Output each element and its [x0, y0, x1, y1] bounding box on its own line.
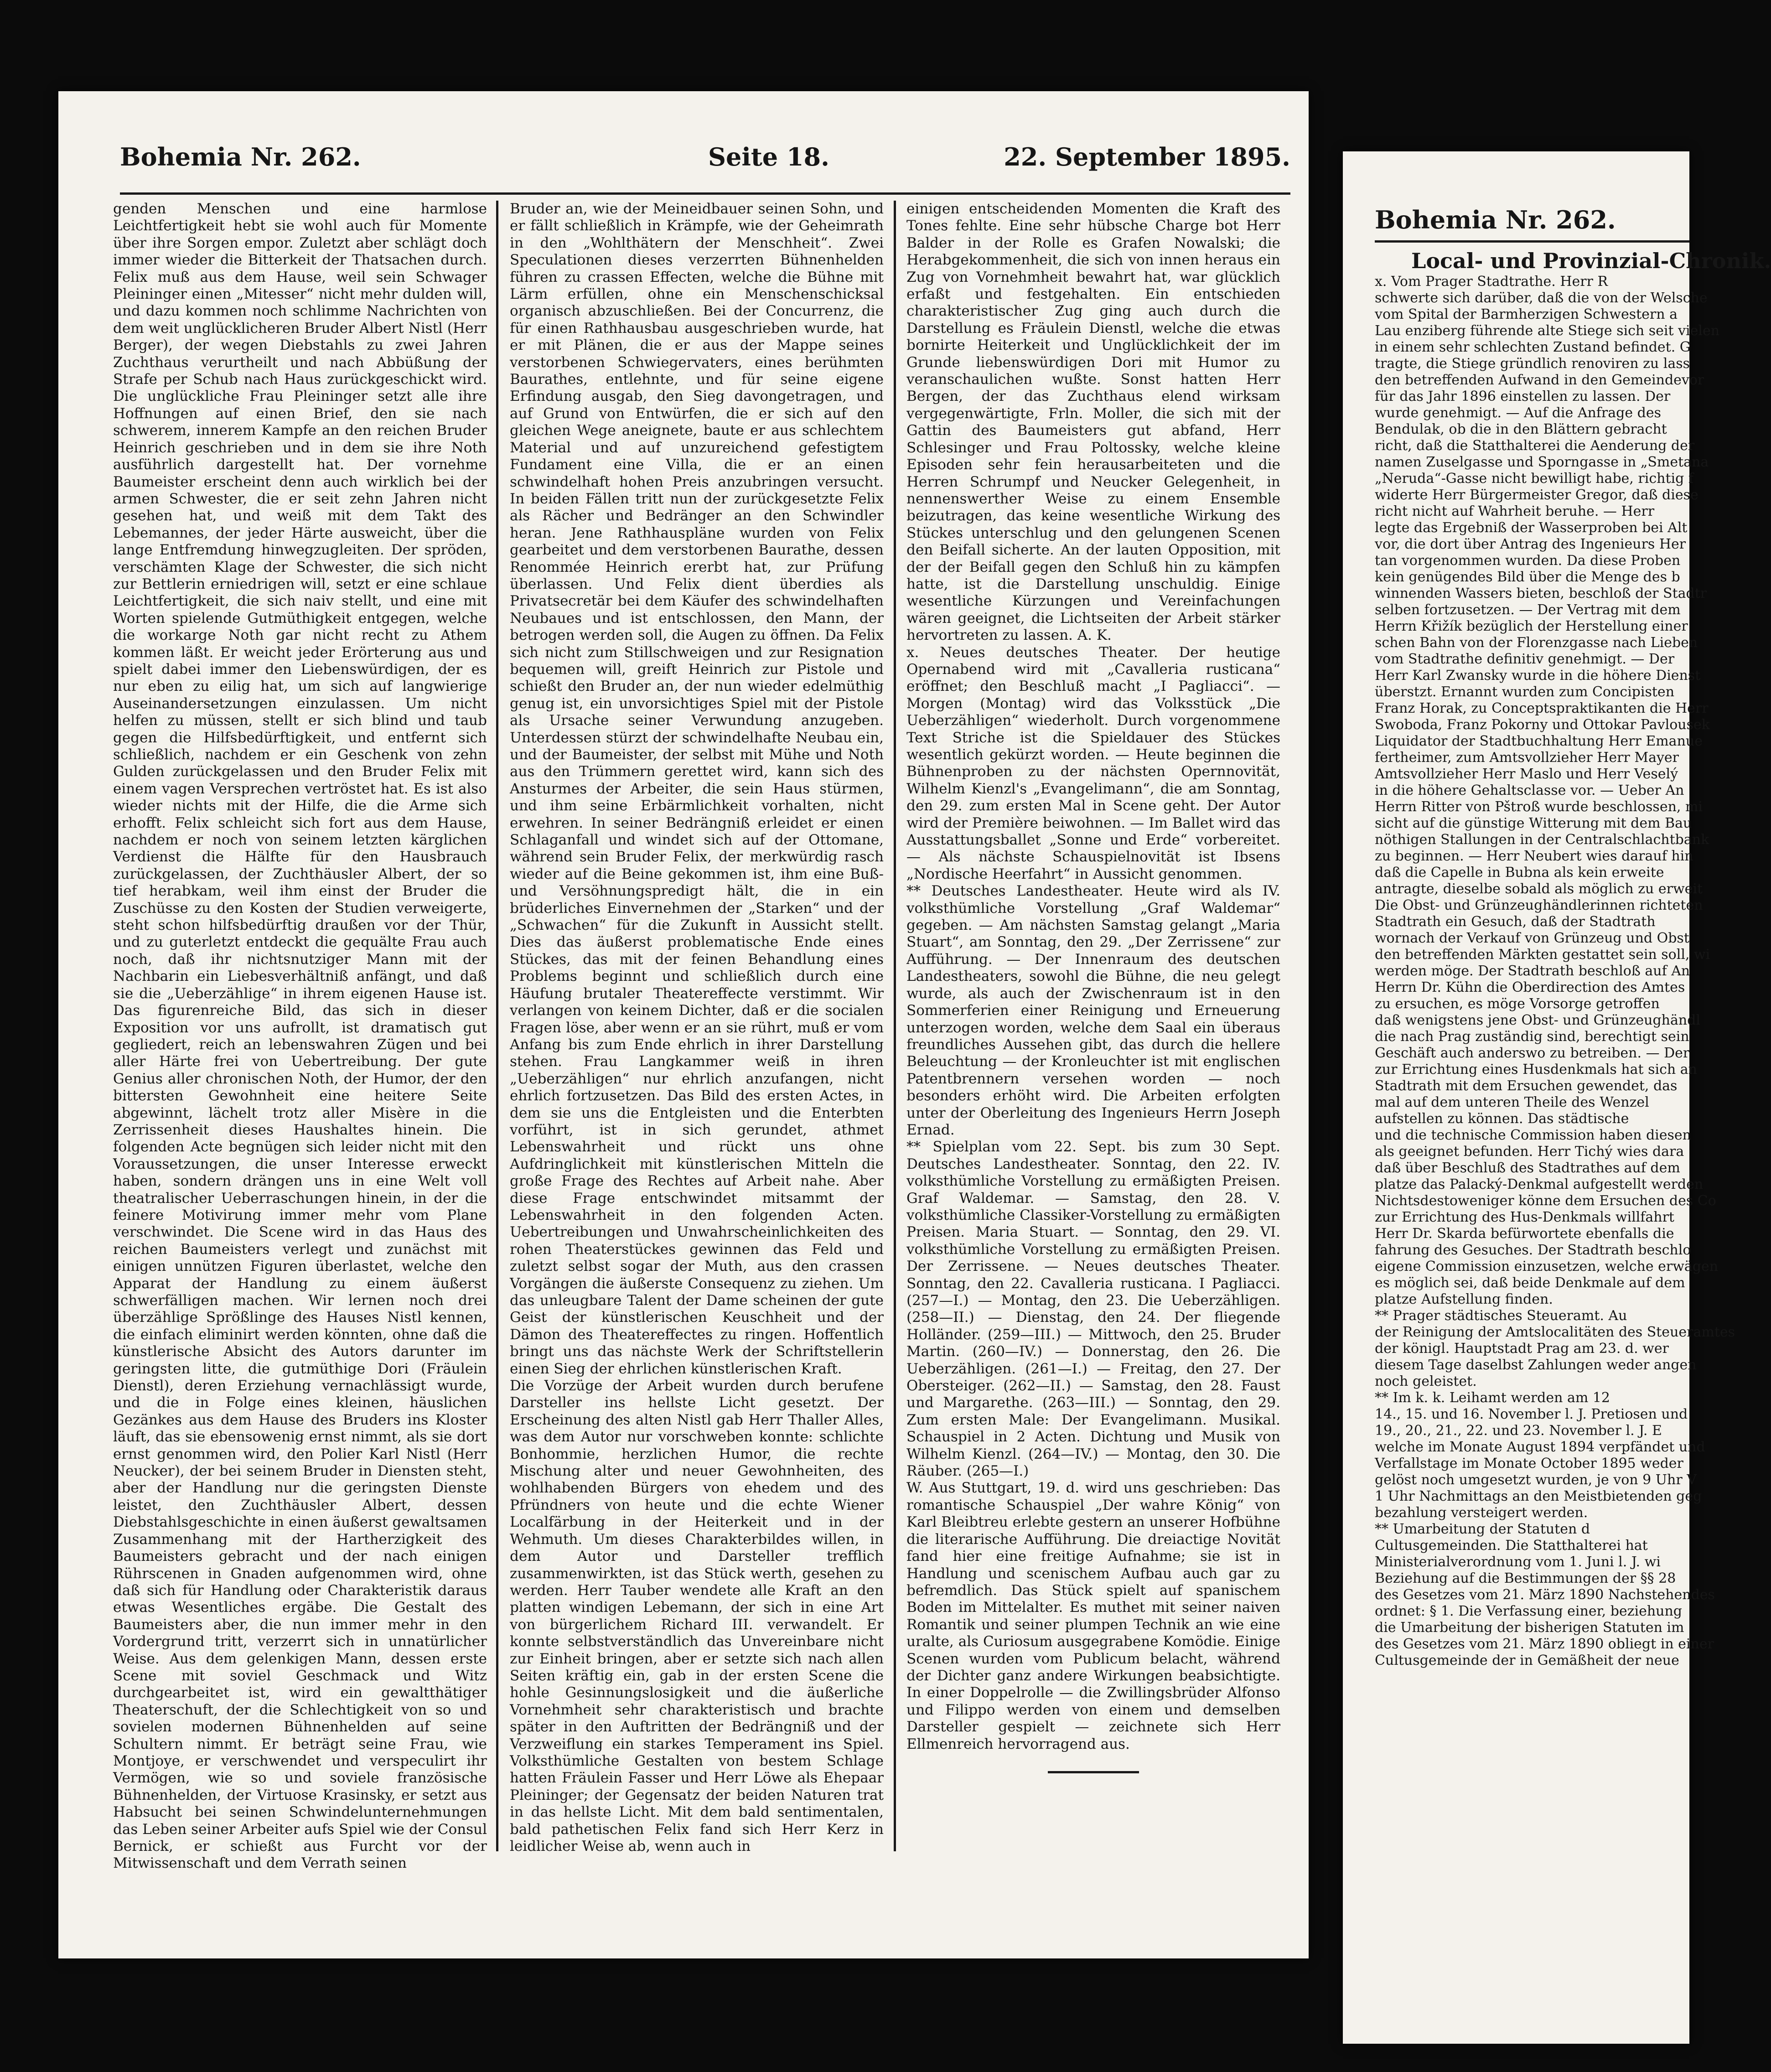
- chronicle-line: Herr Karl Zwansky wurde in die höhere Dienst: [1375, 668, 1701, 684]
- chronicle-line: als geeignet befunden. Herr Tichý wies dara: [1375, 1144, 1684, 1160]
- chronicle-line: zur Errichtung eines Husdenkmals hat sich an: [1375, 1062, 1697, 1077]
- chronicle-line: überstzt. Ernannt wurden zum Concipisten: [1375, 684, 1675, 700]
- chronicle-line: gelöst noch umgesetzt wurden, je von 9 Uhr V: [1375, 1472, 1697, 1488]
- chronicle-line: ** Prager städtisches Steueramt. Au: [1375, 1308, 1627, 1324]
- paper-title: Bohemia Nr. 262.: [120, 142, 361, 171]
- chronicle-line: zur Errichtung des Hus-Denkmals willfahrt: [1375, 1209, 1674, 1225]
- chronicle-line: den betreffenden Aufwand in den Gemeindevor: [1375, 372, 1704, 388]
- header-rule: [1375, 240, 1689, 243]
- chronicle-line: schen Bahn von der Florenzgasse nach Lieben: [1375, 635, 1698, 651]
- chronicle-line: Cultusgemeinden. Die Statthalterei hat: [1375, 1538, 1648, 1554]
- chronicle-line: richt nicht auf Wahrheit beruhe. — Herr: [1375, 503, 1655, 519]
- chronicle-line: wurde genehmigt. — Auf die Anfrage des: [1375, 405, 1661, 421]
- chronicle-line: sicht auf die günstige Witterung mit dem Bau: [1375, 815, 1692, 831]
- news-item-stuttgart: W. Aus Stuttgart, 19. d. wird uns geschrieben: Das romantische Schauspiel „Der wahre König“ von Karl Bleibtreu erlebte gestern an unserer Hofbühne die literarische Aufführung. Die dreiactige Novität fand hier eine freitige Aufnahme; sie ist in Handlung und scenischem Aufbau auch gar zu befremdlich. Das Stück spielt auf spanischem Boden im Mittelalter. Es muthet mit seiner naiven Romantik und seiner plumpen Technik an wie eine uralte, als Curiosum ausgegrabene Komödie. Einige Scenen wurden vom Publicum belacht, während der Dichter ganz andere Wirkungen beabsichtigte. In einer Doppelrolle — die Zwillingsbrüder Alfonso und Filippo werden von einem und demselben Darsteller gespielt — zeichnete sich Herr Ellmenreich hervorragend aus.: [906, 1480, 1280, 1752]
- chronicle-line: des Gesetzes vom 21. März 1890 obliegt in einer: [1375, 1636, 1714, 1652]
- chronicle-line: selben fortzusetzen. — Der Vertrag mit dem: [1375, 602, 1681, 618]
- text-column-1: [113, 201, 487, 1872]
- chronicle-line: kein genügendes Bild über die Menge des b: [1375, 569, 1680, 585]
- chronicle-line: Verfallstage im Monate October 1895 weder: [1375, 1456, 1683, 1471]
- chronicle-line: ** Umarbeitung der Statuten d: [1375, 1521, 1590, 1537]
- chronicle-line: eigene Commission einzusetzen, welche erwägen: [1375, 1259, 1719, 1274]
- chronicle-line: den betreffenden Märkten gestattet sein soll, wi: [1375, 947, 1710, 963]
- chronicle-line: Swoboda, Franz Pokorny und Ottokar Pavlousek: [1375, 717, 1710, 733]
- chronicle-line: widerte Herr Bürgermeister Gregor, daß diese: [1375, 487, 1699, 503]
- text-column-3: [906, 201, 1280, 1851]
- chronicle-line: vor, die dort über Antrag des Ingenieurs Her: [1375, 536, 1686, 552]
- chronicle-line: Nichtsdestoweniger könne dem Ersuchen des Co: [1375, 1193, 1716, 1209]
- chronicle-line: daß über Beschluß des Stadtrathes auf dem: [1375, 1160, 1680, 1176]
- issue-date: 22. September 1895.: [1004, 142, 1290, 171]
- chronicle-line: 19., 20., 21., 22. und 23. November l. J. E: [1375, 1423, 1662, 1439]
- chronicle-line: zu beginnen. — Herr Neubert wies darauf hin: [1375, 848, 1693, 864]
- chronicle-line: Lau enziberg führende alte Stiege sich seit vielen: [1375, 323, 1720, 339]
- chronicle-line: tan vorgenommen wurden. Da diese Proben: [1375, 553, 1681, 569]
- chronicle-line: Ministerialverordnung vom 1. Juni l. J. wi: [1375, 1554, 1661, 1570]
- chronicle-line: Beziehung auf die Bestimmungen der §§ 28: [1375, 1570, 1676, 1586]
- chronicle-line: platze das Palacký-Denkmal aufgestellt werden: [1375, 1176, 1704, 1192]
- chronicle-line: der Reinigung der Amtslocalitäten des Steueramtes: [1375, 1324, 1735, 1340]
- chronicle-line: Geschäft auch anderswo zu betreiben. — Der: [1375, 1045, 1690, 1061]
- chronicle-line: mal auf dem unteren Theile des Wenzel: [1375, 1094, 1649, 1110]
- paper-title: Bohemia Nr. 262.: [1375, 205, 1616, 234]
- column-3-paragraph-1: einigen entscheidenden Momenten die Kraft des Tones fehlte. Eine sehr hübsche Charge bot Herr Balder in der Rolle es Grafen Nowalski; die Herabgekommenheit, die sich von innen heraus ein Zug von Vornehmheit bewahrt hat, war glücklich erfaßt und festgehalten. Ein entschieden charakteristischer Zug ging auch durch die Darstellung es Fräulein Dienstl, welche die etwas bornirte Heiterkeit und Unglücklichkeit der im Grunde liebenswürdigen Dori mit Humor zu veranschaulichen wußte. Sonst hatten Herr Bergen, der das Zuchthaus elend wirksam vergegenwärtigte, Frln. Moller, die sich mit der Gattin des Baumeisters gut abfand, Herr Schlesinger und Frau Poltossky, welche kleine Episoden sehr fein herausarbeiteten und die Herren Schrumpf und Neucker Gelegenheit, in nennenswerther Weise zu einem Ensemble beizutragen, das keine wesentliche Wirkung des Stückes unterschlug und den gelungenen Scenen den Beifall sicherte. An der lauten Opposition, mit der der Beifall gegen den Schluß hin zu kämpfen hatte, ist die Darstellung unschuldig. Einige wesentliche Kürzungen und Vereinfachungen wären geeignet, die Lichtseiten der Arbeit stärker hervortreten zu lassen. A. K.: [906, 201, 1280, 644]
- chronicle-line: des Gesetzes vom 21. März 1890 Nachstehendes: [1375, 1587, 1715, 1603]
- chronicle-line: bezahlung versteigert werden.: [1375, 1505, 1588, 1521]
- chronicle-line: Herrn Křižík bezüglich der Herstellung einer: [1375, 618, 1688, 634]
- chronicle-line: nöthigen Stallungen in der Centralschlachtbank: [1375, 832, 1709, 848]
- chronicle-line: schwerte sich darüber, daß die von der Welsche: [1375, 290, 1708, 306]
- chronicle-line: zu ersuchen, es möge Vorsorge getroffen: [1375, 996, 1660, 1012]
- newspaper-page-left: [58, 91, 1309, 1958]
- chronicle-line: es möglich sei, daß beide Denkmale auf dem: [1375, 1275, 1685, 1291]
- chronicle-line: namen Zuselgasse und Sporngasse in „Smetana: [1375, 454, 1709, 470]
- header-rule: [120, 192, 1290, 195]
- chronicle-line: legte das Ergebniß der Wasserproben bei Alt: [1375, 520, 1688, 536]
- chronicle-line: fahrung des Gesuches. Der Stadtrath beschlo: [1375, 1242, 1691, 1258]
- chronicle-line: Bendulak, ob die in den Blättern gebracht: [1375, 421, 1667, 437]
- chronicle-line: platze Aufstellung finden.: [1375, 1291, 1553, 1307]
- text-column-2: [510, 201, 884, 1854]
- chronicle-line: antragte, dieselbe sobald als möglich zu erweit: [1375, 881, 1703, 897]
- chronicle-line: vom Spital der Barmherzigen Schwestern a: [1375, 306, 1678, 322]
- chronicle-line: Die Obst- und Grünzeughändlerinnen richteten: [1375, 897, 1703, 913]
- column-2-paragraph-1: Bruder an, wie der Meineidbauer seinen Sohn, und er fällt schließlich in Krämpfe, wie der Geheimrath in den „Wohlthätern der Menschheit“. Zwei Speculationen dieses verzerrten Bühnenhelden führen zu crassen Effecten, welche die Bühne mit Lärm erfüllen, ohne ein Menschenschicksal organisch abzuschließen. Bei der Concurrenz, die für einen Rathhausbau ausgeschrieben wurde, hat er mit Plänen, die er aus der Mappe seines verstorbenen Schwiegervaters, eines berühmten Baurathes, entlehnte, und für seine eigene Erfindung ausgab, den Sieg davongetragen, und auf Grund von Entwürfen, die er sich auf den gleichen Wege aneignete, baute er aus schlechtem Material und auf unzureichend gefestigtem Fundament eine Villa, die er an einen schwindelhaft hohen Preis anzubringen versucht. In beiden Fällen tritt nun der zurückgesetzte Felix als Rächer und Bedränger an den Schwindler heran. Jene Rathhauspläne wurden von Felix gearbeitet und dem verstorbenen Baurathe, dessen Renommée Heinrich ererbt hat, zur Prüfung überlassen. Und Felix dient überdies als Privatsecretär bei dem Käufer des schwindelhaften Neubaues und ist entschlossen, den Mann, der betrogen werden soll, die Augen zu öffnen. Da Felix sich nicht zum Stillschweigen und zur Resignation bequemen will, greift Heinrich zur Pistole und schießt den Bruder an, der nun wieder edelmüthig genug ist, ein unvorsichtiges Spiel mit der Pistole als Ursache seiner Verwundung anzugeben. Unterdessen stürzt der schwindelhafte Neubau ein, und der Baumeister, der selbst mit Mühe und Noth aus den Trümmern gerettet wird, kann sich des Ansturmes der Arbeiter, die sein Haus stürmen, und ihm seine Erbärmlichkeit vorhalten, nicht erwehren. In seiner Bedrängniß erleidet er einen Schlaganfall und windet sich auf der Ottomane, während sein Bruder Felix, der merkwürdig rasch wieder auf die Beine gekommen ist, ihm eine Buß- und Versöhnungspredigt hält, die in ein brüderliches Einvernehmen der „Starken“ und der „Schwachen“ für die Zukunft in Aussicht stellt. Dies das äußerst problematische Ende eines Stückes, das mit der feinen Behandlung eines Problems beginnt und schließlich durch eine Häufung brutaler Theatereffecte verstimmt. Wir verlangen von keinem Dichter, daß er die socialen Fragen löse, aber wenn er an sie rührt, muß er vom Anfang bis zum Ende ehrlich in ihrer Darstellung stehen. Frau Langkammer weiß in ihren „Ueberzähligen“ nur ehrlich anzufangen, nicht ehrlich fortzusetzen. Das Bild des ersten Actes, in dem sie uns die Entgleisten und die Enterbten vorführt, ist in sich gerundet, athmet Lebenswahrheit und rückt uns ohne Aufdringlichkeit mit künstlerischen Mitteln die große Frage des Rechtes auf Arbeit nahe. Aber diese Frage entschwindet mitsammt der Lebenswahrheit in den folgenden Acten. Uebertreibungen und Unwahrscheinlichkeiten des rohen Theaterstückes gewinnen das Feld und zuletzt selbst sogar der Muth, aus den crassen Vorgängen die äußerste Consequenz zu ziehen. Um das unleugbare Talent der Dame scheinen der gute Geist der künstlerischen Keuschheit und der Dämon des Theatereffectes zu ringen. Hoffentlich bringt uns das nächste Werk der Schriftstellerin einen Sieg der ehrlichen künstlerischen Kraft.: [510, 201, 884, 1377]
- chronicle-line: x. Vom Prager Stadtrathe. Herr R: [1375, 274, 1608, 290]
- chronicle-line: Herrn Ritter von Pštroß wurde beschlossen, mi: [1375, 799, 1703, 815]
- closing-rule: [1048, 1771, 1139, 1773]
- news-item-neues-deutsches-theater: x. Neues deutsches Theater. Der heutige Opernabend wird mit „Cavalleria rusticana“ eröffnet; den Beschluß macht „I Pagliacci“. — Morgen (Montag) wird das Volksstück „Die Ueberzähligen“ wiederholt. Durch vorgenommene Text Striche ist die Spieldauer des Stückes wesentlich gekürzt worden. — Heute beginnen die Bühnenproben zu der nächsten Opernnovität, Wilhelm Kienzl's „Evangelimann“, die am Sonntag, den 29. zum ersten Mal in Scene geht. Der Autor wird der Première beiwohnen. — Im Ballet wird das Ausstattungsballet „Sonne und Erde“ vorbereitet. — Als nächste Schauspielnovität ist Ibsens „Nordische Heerfahrt“ in Aussicht genommen.: [906, 644, 1280, 882]
- newspaper-page-right: [1343, 151, 1771, 2044]
- chronicle-line: für das Jahr 1896 einstellen zu lassen. Der: [1375, 388, 1671, 404]
- chronicle-line: die Umarbeitung der bisherigen Statuten im: [1375, 1620, 1684, 1636]
- chronicle-line: aufstellen zu können. Das städtische: [1375, 1111, 1629, 1127]
- chronicle-line: daß die Capelle in Bubna als kein erweite: [1375, 865, 1664, 881]
- chronicle-line: Herrn Dr. Kühn die Oberdirection des Amtes: [1375, 979, 1685, 995]
- column-1-paragraph-1: genden Menschen und eine harmlose Leichtfertigkeit hebt sie wohl auch für Momente über ihre Sorgen empor. Zuletzt aber schlägt doch immer wieder die Bitterkeit der Thatsachen durch. Felix muß aus dem Hause, weil sein Schwager Pleininger einen „Mitesser“ nicht mehr dulden will, und dazu kommen noch schlimme Nachrichten von dem weit unglücklicheren Bruder Albert Nistl (Herr Berger), der wegen Diebstahls zu zwei Jahren Zuchthaus verurtheilt und nach Abbüßung der Strafe per Schub nach Haus zurückgeschickt wird. Die unglückliche Frau Pleininger setzt alle ihre Hoffnungen auf einen Brief, den sie nach schwerem, innerem Kampfe an den reichen Bruder Heinrich geschrieben und in dem sie ihre Noth ausführlich dargestellt hat. Der vornehme Baumeister erscheint denn auch wirklich bei der armen Schwester, die er seit zehn Jahren nicht gesehen hat, und weiß mit dem Takt des Lebemannes, der jeder Härte ausweicht, über die lange Entfremdung hinwegzugleiten. Der spröden, verschämten Klage der Schwester, die sich nicht zur Bettlerin erniedrigen will, setzt er eine schlaue Leichtfertigkeit, die sich naiv stellt, und eine mit Worten spielende Gutmüthigkeit entgegen, welche die workarge Noth gar nicht recht zu Athem kommen läßt. Er weicht jeder Erörterung aus und spielt dabei immer den Liebenswürdigen, der es nur eben zu eilig hat, um sich auf langwierige Auseinandersetzungen einzulassen. Um nicht helfen zu müssen, stellt er sich blind und taub gegen die Hilfsbedürftigkeit, und entfernt sich schließlich, nachdem er ein Geschenk von zehn Gulden zurückgelassen und den Bruder Felix mit einem vagen Versprechen vertröstet hat. Es ist also wieder nichts mit der Hilfe, die die Arme sich erhofft. Felix schleicht sich fort aus dem Hause, nachdem er noch von seinem letzten kärglichen Verdienst die Hälfte für den Hausbrauch zurückgelassen, der Zuchthäusler Albert, der so tief herabkam, weil ihm einst der Bruder die Zuschüsse zu den Kosten der Studien verweigerte, steht schon hilfsbedürftig draußen vor der Thür, und zu guterletzt entdeckt die gequälte Frau auch noch, daß ihr nichtsnutziger Mann mit der Nachbarin ein Liebesverhältniß anfängt, und daß sie die „Ueberzählige“ in ihrem eigenen Hause ist. Das figurenreiche Bild, das sich in dieser Exposition vor uns aufrollt, ist dramatisch gut gegliedert, reich an lebenswahren Zügen und bei aller Härte frei von Uebertreibung. Der gute Genius aller chronischen Noth, der Humor, der den bittersten Gewohnheit eine heitere Seite abgewinnt, lächelt trotz aller Misère in die Zerrissenheit dieses Haushaltes hinein. Die folgenden Acte begnügen sich leider nicht mit den Voraussetzungen, die unser Interesse erweckt haben, sondern drängen uns in eine Welt voll theatralischer Ueberraschungen hinein, in der die feinere Motivirung immer mehr vom Plane verschwindet. Die Scene wird in das Haus des reichen Baumeisters verlegt und zunächst mit einigen unnützen Figuren überlastet, welche den Apparat der Handlung zu einem äußerst schwerfälligen machen. Wir lernen noch drei überzählige Sprößlinge des Hauses Nistl kennen, die einfach eliminirt werden könnten, ohne daß die künstlerische Absicht des Autors darunter im geringsten litte, die gutmüthige Dori (Fräulein Dienstl), deren Erziehung vernachlässigt wurde, und die in Folge eines kleinen, häuslichen Gezänkes aus dem Hause des Bruders ins Kloster läuft, das sie ebensowenig ernst nimmt, als sie dort ernst genommen wird, den Polier Karl Nistl (Herr Neucker), der bei seinem Bruder in Diensten steht, aber der Handlung nur die geringsten Dienste leistet, den Zuchthäusler Albert, dessen Diebstahlsgeschichte in einen äußerst gewaltsamen Zusammenhang mit der Hartherzigkeit des Baumeisters gebracht und der nach einigen Rührscenen in Gnaden aufgenommen wird, ohne daß sich für Handlung oder Charakteristik daraus etwas Wesentliches ergäbe. Die Gestalt des Baumeisters aber, die nun immer mehr in den Vordergrund tritt, verzerrt sich in unnatürlicher Weise. Aus dem gelenkigen Mann, dessen erste Scene mit soviel Geschmack und Witz durchgearbeitet ist, wird ein gewaltthätiger Theaterschuft, der die Schlechtigkeit von so und sovielen modernen Bühnenhelden auf seine Schultern nimmt. Er beträgt seine Frau, wie Montjoye, er verschwendet und verspeculirt ihr Vermögen, wie so und soviele französische Bühnenhelden, der Virtuose Krasinsky, er setzt aus Habsucht bei seinen Schwindelunternehmungen das Leben seiner Arbeiter aufs Spiel wie der Consul Bernick, er schießt aus Furcht vor der Mitwissenschaft und dem Verrath seinen: [113, 201, 487, 1872]
- chronicle-line: in die höhere Gehaltsclasse vor. — Ueber An: [1375, 782, 1684, 798]
- chronicle-line: Stadtrath mit dem Ersuchen gewendet, das: [1375, 1078, 1678, 1094]
- chronicle-line: Stadtrath ein Gesuch, daß der Stadtrath: [1375, 914, 1656, 930]
- chronicle-line: winnenden Wassers bieten, beschloß der Stadtr: [1375, 585, 1707, 601]
- chronicle-line: Liquidator der Stadtbuchhaltung Herr Emanue: [1375, 733, 1703, 749]
- chronicle-line: ** Im k. k. Leihamt werden am 12: [1375, 1390, 1610, 1406]
- chronicle-column: [1375, 274, 1735, 2019]
- column-divider: [894, 201, 896, 1851]
- chronicle-line: und die technische Commission haben diesen: [1375, 1127, 1691, 1143]
- page-number: Seite 18.: [708, 142, 829, 171]
- chronicle-line: Franz Horak, zu Conceptspraktikanten die Herr: [1375, 700, 1709, 716]
- section-title: Local- und Provinzial-Chronik.: [1411, 249, 1771, 273]
- chronicle-line: daß wenigstens jene Obst- und Grünzeughändl: [1375, 1012, 1701, 1028]
- chronicle-line: der königl. Hauptstadt Prag am 23. d. wer: [1375, 1341, 1669, 1357]
- chronicle-line: welche im Monate August 1894 verpfändet und: [1375, 1439, 1705, 1455]
- chronicle-line: „Neruda“-Gasse nicht bewilligt habe, richtig f: [1375, 471, 1693, 487]
- chronicle-line: richt, daß die Statthalterei die Aenderung der: [1375, 438, 1695, 454]
- chronicle-line: Amtsvollzieher Herr Maslo und Herr Veselý: [1375, 766, 1678, 782]
- chronicle-line: 14., 15. und 16. November l. J. Pretiosen und: [1375, 1406, 1688, 1422]
- running-head: [120, 142, 1290, 192]
- chronicle-line: werden möge. Der Stadtrath beschloß auf An: [1375, 963, 1690, 979]
- chronicle-line: fertheimer, zum Amtsvollzieher Herr Mayer: [1375, 750, 1679, 766]
- column-2-paragraph-2: Die Vorzüge der Arbeit wurden durch berufene Darsteller ins hellste Licht gesetzt. Der Erscheinung des alten Nistl gab Herr Thaller Alles, was dem Autor nur vorschweben konnte: schlichte Bonhommie, herzlichen Humor, die rechte Mischung alter und neuer Gewohnheiten, des wohlhabenden Bürgers von ehedem und des Pfründners von heute und die echte Wiener Localfärbung in der Heiterkeit und in der Wehmuth. Um dieses Charakterbildes willen, in dem Autor und Darsteller trefflich zusammenwirkten, ist das Stück werth, gesehen zu werden. Herr Tauber wendete alle Kraft an den platten windigen Lebemann, der sich in eine Art von bürgerlichem Richard III. verwandelt. Er konnte selbstverständlich das Unvereinbare nicht zur Einheit bringen, aber er setzte sich nach allen Seiten kräftig ein, gab in der ersten Scene die hohle Gesinnungslosigkeit und die äußerliche Vornehmheit sehr charakteristisch und brachte später in den Auftritten der Bedrängniß und der Verzweiflung ein starkes Temperament ins Spiel. Volksthümliche Gestalten von bestem Schlage hatten Fräulein Fasser und Herr Löwe als Ehepaar Pleininger; der Gegensatz der beiden Naturen trat in das hellste Licht. Mit dem bald sentimentalen, bald pathetischen Felix fand sich Herr Kerz in leidlicher Weise ab, wenn auch in: [510, 1378, 884, 1854]
- news-item-landestheater: ** Deutsches Landestheater. Heute wird als IV. volksthümliche Vorstellung „Graf Waldemar“ gegeben. — Am nächsten Samstag gelangt „Maria Stuart“, am Sonntag, den 29. „Der Zerrissene“ zur Aufführung. — Der Innenraum des deutschen Landestheaters, sowohl die Bühne, die neu gelegt wurde, als auch der Zwischenraum ist in den Sommerferien einer Reinigung und Erneuerung unterzogen worden, welche dem Saal ein überaus freundliches Aussehen gibt, das durch die hellere Beleuchtung — der Kronleuchter ist mit englischen Patentbrennern versehen worden — noch besonders erhöht wird. Die Arbeiten erfolgten unter der Oberleitung des Ingenieurs Herrn Joseph Ernad.: [906, 883, 1280, 1138]
- column-divider: [496, 201, 498, 1851]
- chronicle-line: die nach Prag zuständig sind, berechtigt sein: [1375, 1029, 1689, 1045]
- chronicle-line: ordnet: § 1. Die Verfassung einer, beziehung: [1375, 1603, 1683, 1619]
- chronicle-line: diesem Tage daselbst Zahlungen weder angen: [1375, 1357, 1697, 1373]
- chronicle-line: wornach der Verkauf von Grünzeug und Obst: [1375, 930, 1689, 946]
- chronicle-line: in einem sehr schlechten Zustand befindet. G: [1375, 339, 1691, 355]
- chronicle-line: noch geleistet.: [1375, 1373, 1477, 1389]
- news-item-spielplan: ** Spielplan vom 22. Sept. bis zum 30 Sept. Deutsches Landestheater. Sonntag, den 22. IV. volksthümliche Vorstellung zu ermäßigten Preisen. Graf Waldemar. — Samstag, den 28. V. volksthümliche Classiker-Vorstellung zu ermäßigten Preisen. Maria Stuart. — Sonntag, den 29. VI. volksthümliche Vorstellung zu ermäßigten Preisen. Der Zerrissene. — Neues deutsches Theater. Sonntag, den 22. Cavalleria rusticana. I Pagliacci. (257—I.) — Montag, den 23. Die Ueberzähligen. (258—II.) — Dienstag, den 24. Der fliegende Holländer. (259—III.) — Mittwoch, den 25. Bruder Martin. (260—IV.) — Donnerstag, den 26. Die Ueberzähligen. (261—I.) — Freitag, den 27. Der Obersteiger. (262—II.) — Samstag, den 28. Faust und Margarethe. (263—III.) — Sonntag, den 29. Zum ersten Male: Der Evangelimann. Musikal. Schauspiel in 2 Acten. Dichtung und Musik von Wilhelm Kienzl. (264—IV.) — Montag, den 30. Die Räuber. (265—I.): [906, 1139, 1280, 1480]
- chronicle-line: Herr Dr. Skarda befürwortete ebenfalls die: [1375, 1226, 1674, 1242]
- chronicle-line: 1 Uhr Nachmittags an den Meistbietenden geg: [1375, 1488, 1702, 1504]
- chronicle-line: Cultusgemeinde der in Gemäßheit der neue: [1375, 1652, 1679, 1668]
- chronicle-line: tragte, die Stiege gründlich renoviren zu lass: [1375, 356, 1690, 372]
- chronicle-line: vom Stadtrathe definitiv genehmigt. — Der: [1375, 651, 1675, 667]
